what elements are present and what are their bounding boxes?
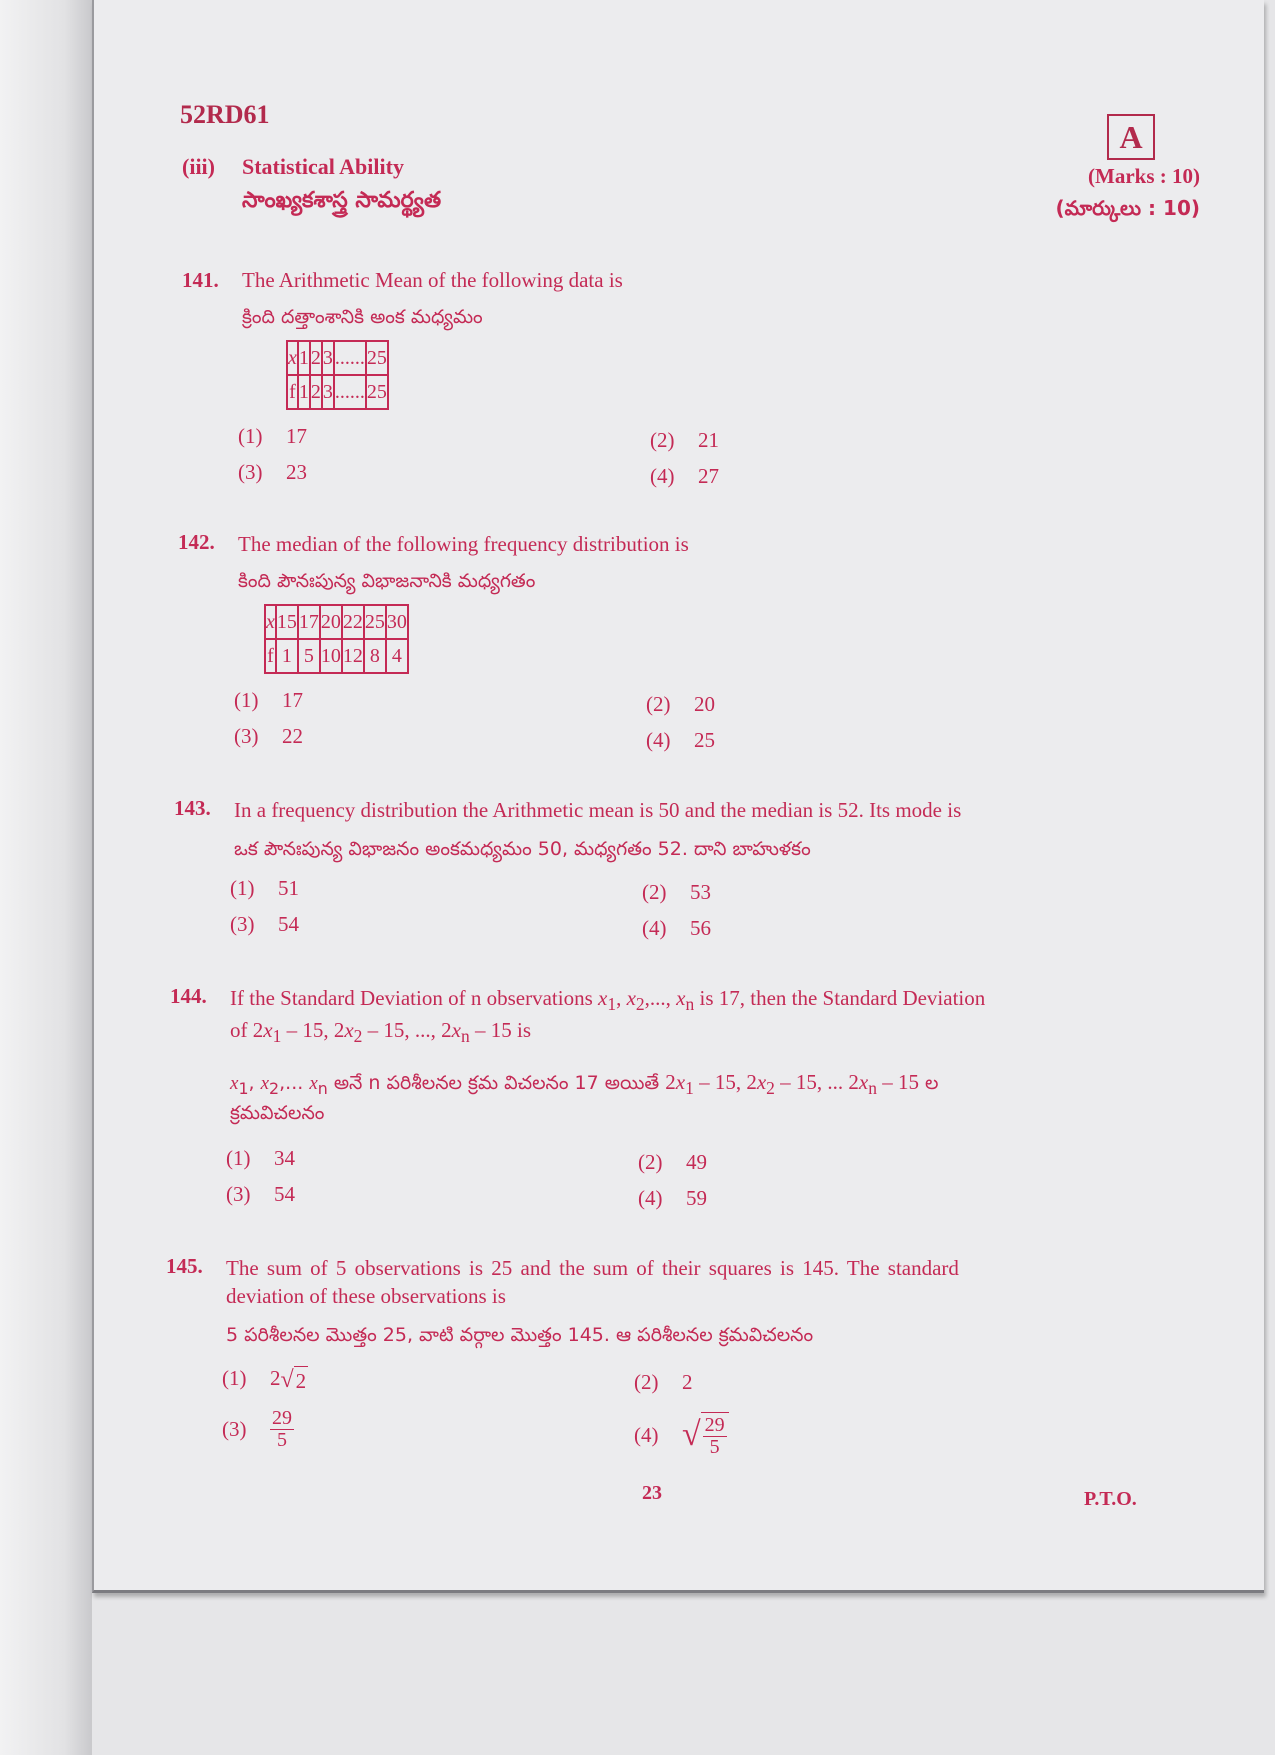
section-number: (iii) bbox=[182, 154, 215, 179]
option-label: (1) bbox=[222, 1366, 247, 1390]
table-cell: f bbox=[265, 639, 276, 673]
option-3[interactable] bbox=[234, 724, 303, 749]
table-cell: 15 bbox=[276, 605, 298, 639]
pto-label: P.T.O. bbox=[1084, 1488, 1137, 1510]
question-text-line2: deviation of these observations is bbox=[226, 1284, 506, 1308]
text-segment: If the Standard Deviation of n observations bbox=[230, 986, 598, 1010]
question-text-line2: of $2x_1 - 15$, $2x_2 - 15$, ..., $2x_n - 15$ is bbox=[230, 1018, 531, 1047]
table-cell: 10 bbox=[320, 639, 342, 673]
table-cell: 1 bbox=[298, 341, 310, 375]
option-2[interactable] bbox=[634, 1370, 693, 1395]
option-2[interactable] bbox=[646, 692, 715, 717]
denominator: 5 bbox=[277, 1429, 287, 1451]
option-1[interactable] bbox=[230, 876, 299, 901]
table-cell: 12 bbox=[342, 639, 364, 673]
question-text: If the Standard Deviation of n observations $x_1$, $x_2$,..., $x_n$ is 17, then the Standard Deviation bbox=[230, 986, 986, 1015]
table-cell: 5 bbox=[298, 639, 320, 673]
text-segment: is bbox=[511, 1018, 531, 1042]
option-label: (3) bbox=[238, 460, 263, 484]
text-segment: of bbox=[230, 1018, 253, 1042]
option-value: 34 bbox=[274, 1146, 295, 1170]
table-row bbox=[265, 605, 408, 639]
option-label: (1) bbox=[238, 424, 263, 448]
option-2[interactable] bbox=[638, 1150, 707, 1175]
table-cell: 1 bbox=[276, 639, 298, 673]
table-cell: 20 bbox=[320, 605, 342, 639]
text-segment: ల bbox=[918, 1072, 939, 1094]
table-cell: 25 bbox=[366, 375, 388, 409]
option-1[interactable] bbox=[226, 1146, 295, 1171]
option-value: 21 bbox=[698, 428, 719, 452]
table-cell: 22 bbox=[342, 605, 364, 639]
question-text-telugu: క్రింది దత్తాంశానికి అంక మధ్యమం bbox=[242, 306, 483, 328]
option-label: (4) bbox=[650, 464, 675, 488]
fraction bbox=[270, 1408, 294, 1451]
table-row bbox=[287, 375, 388, 409]
scan-edge bbox=[0, 0, 92, 1755]
square-root: √ $\frac{29}{5}$ bbox=[682, 1412, 729, 1458]
table-cell: 2 bbox=[310, 375, 322, 409]
set-label-box: A bbox=[1107, 114, 1155, 160]
question-number: 145. bbox=[166, 1254, 203, 1278]
table-row bbox=[287, 341, 388, 375]
question-text: The median of the following frequency distribution is bbox=[238, 532, 689, 556]
option-label: (3) bbox=[222, 1417, 247, 1441]
option-label: (4) bbox=[646, 728, 671, 752]
option-4[interactable] bbox=[646, 728, 715, 753]
option-value: 20 bbox=[694, 692, 715, 716]
numerator: 29 bbox=[704, 1414, 725, 1436]
table-cell: 3 bbox=[322, 341, 334, 375]
option-value: 27 bbox=[698, 464, 719, 488]
data-table bbox=[264, 604, 409, 674]
question-text-telugu: ఒక పౌనఃపున్య విభాజనం అంకమధ్యమం 50, మధ్యగతం 52. దాని బాహుళకం bbox=[234, 838, 811, 860]
option-4[interactable] bbox=[634, 1412, 729, 1458]
question-text-telugu: 5 పరిశీలనల మొత్తం 25, వాటి వర్గాల మొత్తం 145. ఆ పరిశీలనల క్రమవిచలనం bbox=[226, 1324, 814, 1346]
radicand: 2 bbox=[294, 1366, 309, 1394]
numerator: 29 bbox=[272, 1407, 292, 1429]
table-cell: x bbox=[265, 605, 276, 639]
option-label: (2) bbox=[638, 1150, 663, 1174]
table-cell: x bbox=[287, 341, 298, 375]
option-value: 54 bbox=[278, 912, 299, 936]
option-1[interactable] bbox=[238, 424, 307, 449]
option-value: 59 bbox=[686, 1186, 707, 1210]
option-label: (4) bbox=[642, 916, 667, 940]
option-2[interactable] bbox=[642, 880, 711, 905]
table-cell: ...... bbox=[334, 375, 366, 409]
question-text-telugu: కింది పౌనఃపున్య విభాజనానికి మధ్యగతం bbox=[238, 570, 536, 592]
option-coefficient: 2 bbox=[270, 1366, 281, 1390]
table-cell: 3 bbox=[322, 375, 334, 409]
question-text-telugu-line2: క్రమవిచలనం bbox=[230, 1102, 325, 1124]
option-2[interactable] bbox=[650, 428, 719, 453]
marks-telugu: (మార్కులు : 10) bbox=[1055, 196, 1200, 220]
paper-code: 52RD61 bbox=[180, 100, 270, 129]
option-value: 54 bbox=[274, 1182, 295, 1206]
option-3[interactable] bbox=[222, 1408, 294, 1451]
option-label: (3) bbox=[230, 912, 255, 936]
exam-page bbox=[92, 0, 1264, 1593]
question-number: 142. bbox=[178, 530, 215, 554]
text-segment: is 17, then the Standard Deviation bbox=[694, 986, 986, 1010]
table-cell: 1 bbox=[298, 375, 310, 409]
option-value: 17 bbox=[286, 424, 307, 448]
option-3[interactable] bbox=[230, 912, 299, 937]
option-value: 51 bbox=[278, 876, 299, 900]
section-title: Statistical Ability bbox=[242, 154, 404, 179]
option-label: (2) bbox=[646, 692, 671, 716]
option-value: 25 bbox=[694, 728, 715, 752]
table-cell: 30 bbox=[386, 605, 408, 639]
option-value: 22 bbox=[282, 724, 303, 748]
text-segment: అనే n పరిశీలనల క్రమ విచలనం 17 అయితే bbox=[327, 1072, 666, 1094]
question-text: The Arithmetic Mean of the following data is bbox=[242, 268, 623, 292]
question-number: 144. bbox=[170, 984, 207, 1008]
option-4[interactable] bbox=[650, 464, 719, 489]
option-label: (4) bbox=[634, 1422, 659, 1447]
option-3[interactable] bbox=[238, 460, 307, 485]
denominator: 5 bbox=[709, 1436, 720, 1458]
table-cell: f bbox=[287, 375, 298, 409]
option-value: 23 bbox=[286, 460, 307, 484]
table-cell: 25 bbox=[366, 341, 388, 375]
question-text: In a frequency distribution the Arithmetic mean is 50 and the median is 52. Its mode is bbox=[234, 798, 962, 822]
option-label: (2) bbox=[642, 880, 667, 904]
question-text: The sum of 5 observations is 25 and the sum of their squares is 145. The standard bbox=[226, 1256, 959, 1280]
table-cell: 17 bbox=[298, 605, 320, 639]
square-root: √ 2 bbox=[280, 1367, 307, 1394]
option-label: (2) bbox=[650, 428, 675, 452]
fraction bbox=[703, 1415, 727, 1458]
option-1[interactable] bbox=[222, 1366, 308, 1394]
question-number: 141. bbox=[182, 268, 219, 292]
option-label: (4) bbox=[638, 1186, 663, 1210]
table-cell: 8 bbox=[364, 639, 386, 673]
option-value: 17 bbox=[282, 688, 303, 712]
data-table bbox=[286, 340, 389, 410]
question-number: 143. bbox=[174, 796, 211, 820]
question-text-telugu: $x_1$, $x_2$,... $x_n$ అనే n పరిశీలనల క్రమ విచలనం 17 అయితే $2x_1 - 15$, $2x_2 - 15$, ... $2x_n - 15$ ల bbox=[230, 1070, 939, 1099]
option-label: (1) bbox=[234, 688, 259, 712]
option-value: 53 bbox=[690, 880, 711, 904]
option-label: (3) bbox=[226, 1182, 251, 1206]
marks: (Marks : 10) bbox=[1088, 164, 1200, 188]
page-number: 23 bbox=[642, 1482, 662, 1504]
table-cell: 25 bbox=[364, 605, 386, 639]
option-label: (2) bbox=[634, 1370, 659, 1394]
option-1[interactable] bbox=[234, 688, 303, 713]
option-value: 56 bbox=[690, 916, 711, 940]
table-cell: 2 bbox=[310, 341, 322, 375]
option-value: 49 bbox=[686, 1150, 707, 1174]
table-cell: 4 bbox=[386, 639, 408, 673]
option-label: (3) bbox=[234, 724, 259, 748]
option-value: 2 bbox=[682, 1370, 693, 1394]
option-4[interactable] bbox=[638, 1186, 707, 1211]
option-4[interactable] bbox=[642, 916, 711, 941]
option-3[interactable] bbox=[226, 1182, 295, 1207]
option-label: (1) bbox=[230, 876, 255, 900]
section-title-telugu: సాంఖ్యకశాస్త్ర సామర్థ్యత bbox=[242, 188, 442, 213]
table-row bbox=[265, 639, 408, 673]
table-cell: ...... bbox=[334, 341, 366, 375]
option-label: (1) bbox=[226, 1146, 251, 1170]
